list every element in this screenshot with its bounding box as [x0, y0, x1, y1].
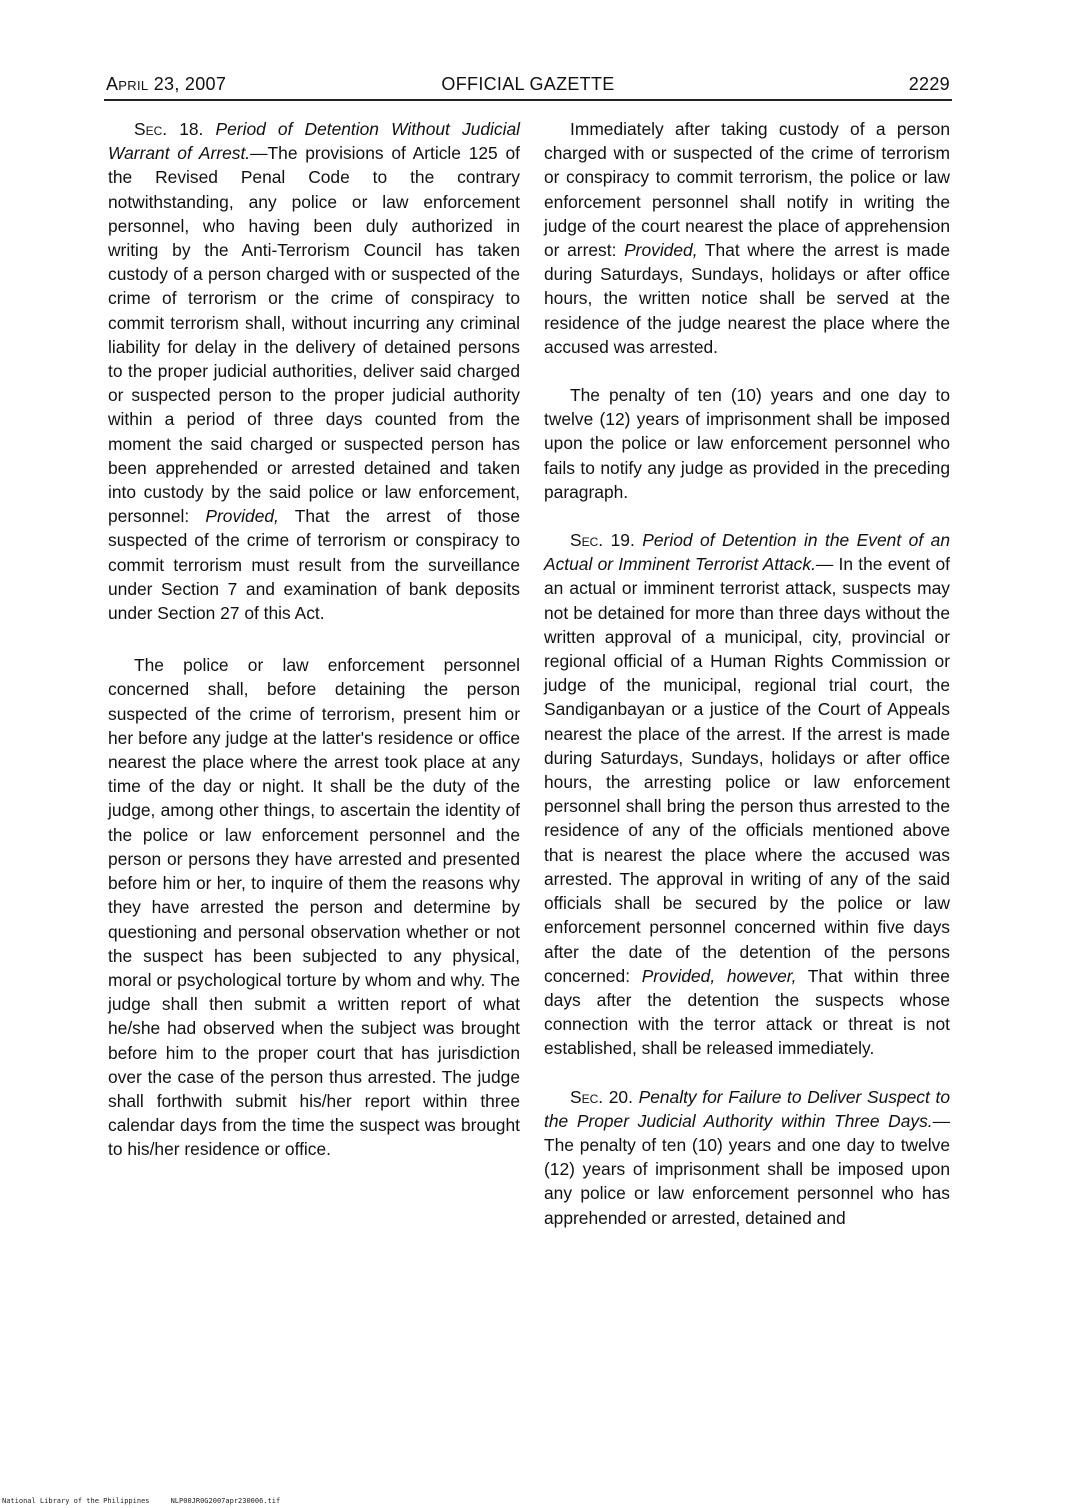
provided-term: Provided, however,: [641, 965, 797, 986]
issue-date: April 23, 2007: [106, 74, 227, 94]
library-credit: National Library of the Philippines: [2, 1497, 150, 1505]
page-number: 2229: [908, 74, 950, 94]
paragraph-text: That the arrest of those suspected of the crime of terrorism or conspiracy to commit terrorism must result from the surveillance under Section 7 and examination of bank deposits under Section 27 of this Act.: [108, 506, 520, 624]
provided-term: Provided,: [205, 506, 279, 527]
scan-filename: NLP00JR0G2007apr230006.tif: [170, 1497, 281, 1505]
section-18-paragraph: [108, 117, 520, 625]
paragraph-text: — In the event of an actual or imminent terrorist attack, suspects may not be detained for more than three days without the written approval of a municipal, city, provincial or regional official of a Human Rights Commission or judge of the municipal, regional trial court, the Sandiganbayan or a justice of the Court of Appeals nearest the place of the arrest. If the arrest is made during Saturdays, Sundays, holidays or after office hours, the arresting police or law enforcement personnel shall bring the person thus arrested to the residence of any of the officials mentioned above that is nearest the place where the accused was arrested. The approval in writing of any of the said officials shall be secured by the police or law enforcement personnel concerned within five days after the date of the detention of the persons concerned:: [544, 554, 950, 986]
paragraph-text: Immediately after taking custody of a person charged with or suspected of the crime of terrorism or conspiracy to commit terrorism, the police or law enforcement personnel shall notify in writing the judge of the court nearest the place of apprehension or arrest:: [544, 119, 950, 261]
paragraph-text: That within three days after the detention the suspects whose connection with the terror attack or threat is not established, shall be released immediately.: [544, 965, 950, 1059]
header-rule: [104, 99, 952, 101]
paragraph-text: —The penalty of ten (10) years and one day to twelve (12) years of imprisonment shall be imposed upon any police or law enforcement personnel who has apprehended or arrested, detained and: [544, 1110, 950, 1228]
section-heading: Penalty for Failure to Deliver Suspect to the Proper Judicial Authority within Three Days.: [544, 1086, 950, 1131]
scan-footer: [2, 1497, 280, 1505]
left-column: [108, 117, 520, 1162]
section-19-paragraph: [544, 528, 950, 1060]
right-column: [544, 117, 950, 1230]
paragraph-text: —The provisions of Article 125 of the Revised Penal Code to the contrary notwithstanding, any police or law enforcement personnel, who having been duly authorized in writing by the Anti-Terrorism Council has taken custody of a person charged with or suspected of the crime of terrorism or the crime of conspiracy to commit terrorism shall, without incurring any criminal liability for delay in the delivery of detained persons to the proper judicial authorities, deliver said charged or suspected person to the proper judicial authority within a period of three days counted from the moment the said charged or suspected person has been apprehended or arrested detained and taken into custody by the said police or law enforcement, personnel:: [108, 143, 521, 527]
page-header: [106, 74, 950, 100]
paragraph-text: That where the arrest is made during Saturdays, Sundays, holidays or after office hours, the written notice shall be served at the residence of the judge nearest the place where the accused was arrested.: [544, 240, 950, 357]
section-label: Sec. 18.: [134, 119, 204, 139]
section-20-paragraph: [544, 1085, 950, 1230]
penalty-paragraph: The penalty of ten (10) years and one day to twelve (12) years of imprisonment shall be imposed upon the police or law enforcement personnel who fails to notify any judge as provided in the preceding paragraph.: [544, 385, 950, 502]
notification-paragraph: [544, 117, 950, 359]
section-label: Sec. 19.: [570, 530, 635, 551]
provided-term: Provided,: [624, 240, 698, 261]
section-heading: Period of Detention in the Event of an Actual or Imminent Terrorist Attack.: [544, 530, 950, 575]
section-heading: Period of Detention Without Judicial Warrant of Arrest.: [108, 119, 520, 164]
judge-duty-paragraph: The police or law enforcement personnel concerned shall, before detaining the person suspected of the crime of terrorism, present him or her before any judge at the latter's residence or office nearest the place where the arrest took place at any time of the day or night. It shall be the duty of the judge, among other things, to ascertain the identity of the police or law enforcement personnel and the person or persons they have arrested and presented before him or her, to inquire of them the reasons why they have arrested the person and determine by questioning and personal observation whether or not the suspect has been subjected to any physical, moral or psychological torture by whom and why. The judge shall then submit a written report of what he/she had observed when the subject was brought before him to the proper court that has jurisdiction over the case of the person thus arrested. The judge shall forthwith submit his/her report within three calendar days from the time the suspect was brought to his/her residence or office.: [108, 655, 520, 1160]
publication-title: OFFICIAL GAZETTE: [441, 74, 615, 94]
section-label: Sec. 20.: [570, 1086, 633, 1107]
